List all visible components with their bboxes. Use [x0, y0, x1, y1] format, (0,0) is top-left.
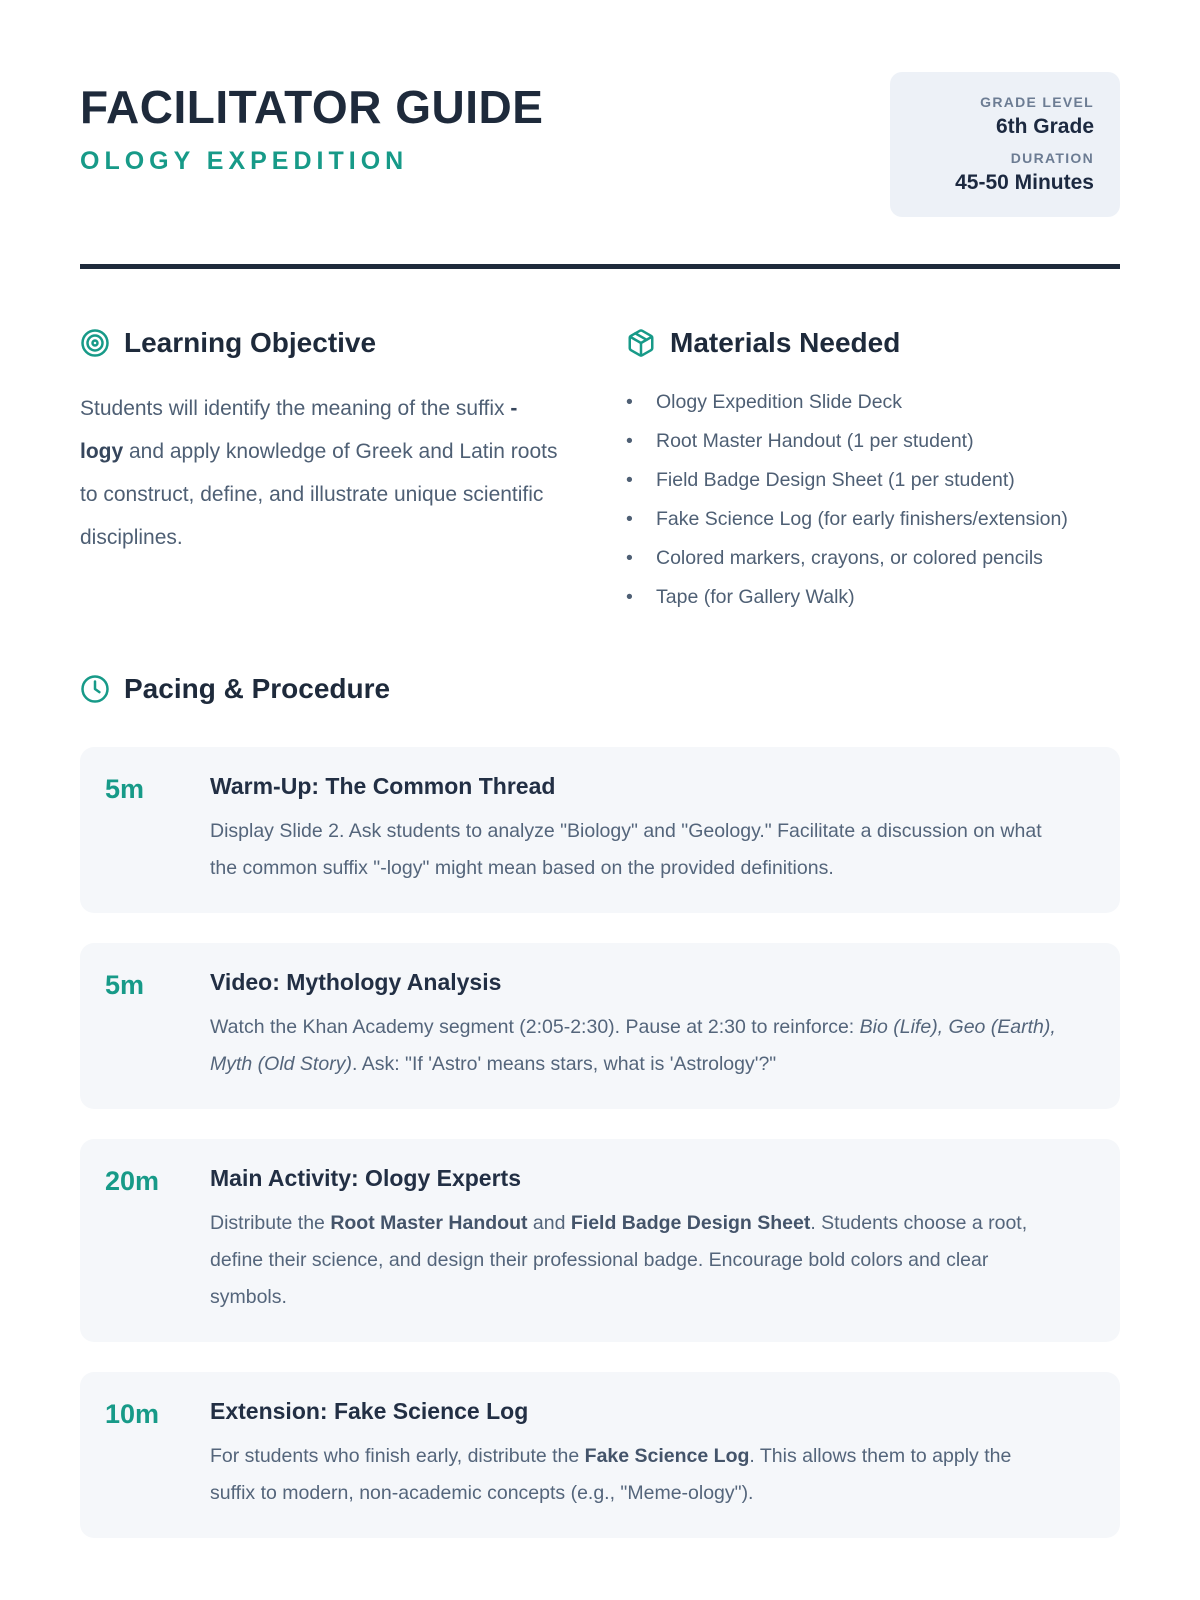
step-content: [210, 969, 1060, 1083]
duration-value: 45-50 Minutes: [955, 171, 1094, 194]
step-body: Display Slide 2. Ask students to analyze "Biology" and "Geology." Facilitate a discussion on what the common suffix "-logy" might mean based on the provided definitions.: [210, 820, 1042, 879]
material-item-text: Root Master Handout (1 per student): [656, 430, 974, 452]
material-item-text: Fake Science Log (for early finishers/extension): [656, 508, 1068, 530]
pacing-title: Pacing & Procedure: [124, 673, 391, 704]
material-item: [626, 422, 1120, 461]
material-item-text: Ology Expedition Slide Deck: [656, 391, 903, 413]
header: [80, 72, 1120, 222]
step-time-badge: 20m: [105, 1166, 160, 1196]
material-item-text: Tape (for Gallery Walk): [656, 586, 855, 608]
grade-level-value: 6th Grade: [995, 115, 1094, 138]
pacing-steps: [80, 747, 1120, 1538]
material-item: [626, 500, 1120, 539]
materials-header: [626, 327, 1120, 359]
header-divider: [80, 264, 1120, 269]
step-time-badge: 5m: [105, 774, 145, 804]
clock-icon: [80, 674, 110, 704]
step-body: Distribute the Root Master Handout and Field Badge Design Sheet. Students choose a root, define their science, and design their professional badge. Encourage bold colors and clear symbols.: [210, 1212, 1028, 1308]
pacing-step-card: [80, 943, 1120, 1109]
step-content: [210, 1165, 1060, 1316]
grade-level-label: GRADE LEVEL: [980, 94, 1094, 110]
step-content: [210, 1398, 1060, 1512]
step-title: Video: Mythology Analysis: [210, 969, 502, 995]
step-body: For students who finish early, distribute the Fake Science Log. This allows them to apply the suffix to modern, non-academic concepts (e.g., "Meme-ology").: [210, 1445, 1012, 1504]
page-title: FACILITATOR GUIDE: [80, 81, 544, 133]
material-item-text: Field Badge Design Sheet (1 per student): [656, 469, 1015, 491]
pacing-step-card: [80, 1372, 1120, 1538]
content-columns: [80, 327, 1120, 617]
page-subtitle: OLOGY EXPEDITION: [80, 147, 409, 175]
materials-list: [626, 383, 1120, 617]
pacing-header: [80, 673, 1120, 705]
package-icon: [626, 328, 656, 358]
learning-objective-section: [80, 327, 558, 617]
step-time-badge: 10m: [105, 1399, 160, 1429]
pacing-step-card: [80, 747, 1120, 913]
step-time-badge: 5m: [105, 970, 145, 1000]
material-item: [626, 461, 1120, 500]
learning-objective-header: [80, 327, 558, 359]
step-title: Main Activity: Ology Experts: [210, 1165, 521, 1191]
pacing-section: [80, 673, 1120, 1538]
target-icon: [80, 328, 110, 358]
material-item-text: Colored markers, crayons, or colored pencils: [656, 547, 1043, 569]
step-title: Extension: Fake Science Log: [210, 1398, 529, 1424]
learning-objective-title: Learning Objective: [124, 327, 377, 358]
learning-objective-text: Students will identify the meaning of the suffix -logy and apply knowledge of Greek and Latin roots to construct, define, and illustrate unique scientific disciplines.: [80, 397, 558, 549]
meta-box: [890, 72, 1120, 217]
pacing-step-card: [80, 1139, 1120, 1342]
materials-title: Materials Needed: [670, 327, 901, 358]
step-title: Warm-Up: The Common Thread: [210, 773, 556, 799]
title-block: [80, 72, 543, 176]
step-content: [210, 773, 1060, 887]
duration-label: DURATION: [1010, 150, 1094, 166]
materials-section: [626, 327, 1120, 617]
material-item: [626, 539, 1120, 578]
step-body: Watch the Khan Academy segment (2:05-2:30). Pause at 2:30 to reinforce: Bio (Life), Geo (Earth), Myth (Old Story). Ask: "If 'Astro' means stars, what is 'Astrology'?": [210, 1016, 1056, 1075]
material-item: [626, 383, 1120, 422]
material-item: [626, 578, 1120, 617]
